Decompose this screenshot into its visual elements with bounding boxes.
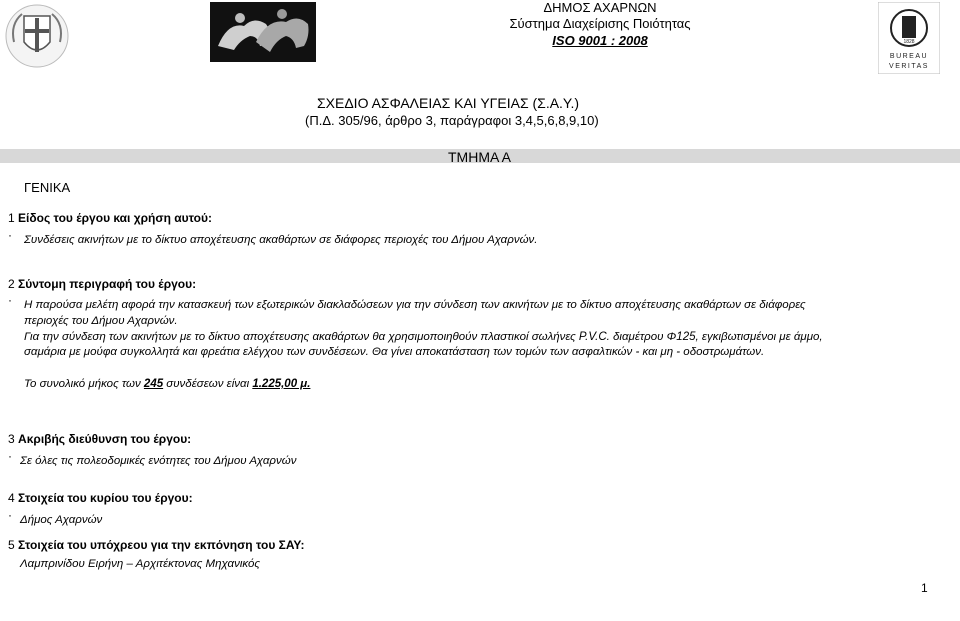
item-2-total <box>24 378 310 390</box>
item-2-line-3: Για την σύνδεση των ακινήτων με το δίκτυο αποχέτευσης ακαθάρτων θα χρησιμοποιηθούν πλαστικοί σωλήνες P.V.C. διαμέτρου Φ125, εγκιβωτισμένοι με άμμο, <box>24 331 823 343</box>
item-4-bullet: · <box>8 508 12 522</box>
total-count: 245 <box>143 378 164 390</box>
header-system: Σύστημα Διαχείρισης Ποιότητας <box>509 16 691 31</box>
item-4-number: 4 <box>8 491 15 505</box>
item-1-bullet: · <box>8 228 12 242</box>
item-1-text: Συνδέσεις ακινήτων με το δίκτυο αποχέτευσης ακαθάρτων σε διάφορες περιοχές του Δήμου Αχαρνών. <box>24 234 538 246</box>
bv-word-1: BUREAU <box>889 53 929 60</box>
item-5-text: Λαμπρινίδου Ειρήνη – Αρχιτέκτονας Μηχανικός <box>20 558 261 570</box>
item-2-bullet: · <box>8 293 12 307</box>
total-length: 1.225,00 μ. <box>252 378 311 390</box>
bv-word-2: VERITAS <box>889 63 929 70</box>
item-5-heading <box>8 538 305 552</box>
item-2-line-1: Η παρούσα μελέτη αφορά την κατασκευή των εξωτερικών διακλαδώσεων για την σύνδεση των ακινήτων με το δίκτυο αποχέτευσης ακαθάρτων σε διάφορες <box>24 299 806 311</box>
total-mid: συνδέσεων είναι <box>163 378 253 390</box>
plan-title: ΣΧΕΔΙΟ ΑΣΦΑΛΕΙΑΣ ΚΑΙ ΥΓΕΙΑΣ (Σ.Α.Υ.) <box>317 95 580 111</box>
item-3-heading <box>8 432 191 446</box>
page-number: 1 <box>921 581 928 595</box>
item-2-heading <box>8 277 196 291</box>
item-2-line-2: περιοχές του Δήμου Αχαρνών. <box>24 315 178 327</box>
bv-year: 1828 <box>903 39 915 45</box>
item-5-number: 5 <box>8 538 15 552</box>
total-prefix: Το συνολικό μήκος των <box>24 378 144 390</box>
general-heading: ΓΕΝΙΚΑ <box>24 180 71 195</box>
item-1-heading <box>8 211 212 225</box>
section-label: ΤΜΗΜΑ Α <box>448 149 512 165</box>
greek-emblem-logo <box>2 2 72 70</box>
item-4-heading <box>8 491 193 505</box>
item-1-label: Είδος του έργου και χρήση αυτού: <box>18 211 212 225</box>
header-iso: ISO 9001 : 2008 <box>552 33 648 48</box>
item-3-bullet: · <box>8 449 12 463</box>
item-2-label: Σύντομη περιγραφή του έργου: <box>18 277 197 291</box>
item-1-number: 1 <box>8 211 15 225</box>
item-4-text: Δήμος Αχαρνών <box>20 514 103 526</box>
bureau-veritas-logo <box>878 2 940 74</box>
plan-reference: (Π.Δ. 305/96, άρθρο 3, παράγραφοι 3,4,5,6,8,9,10) <box>305 113 599 128</box>
ancient-relief-horses-logo <box>210 2 316 62</box>
item-3-text: Σε όλες τις πολεοδομικές ενότητες του Δήμου Αχαρνών <box>20 455 297 467</box>
item-2-line-4: σαμάρια με μούφα συγκολλητά και φρεάτια ελέγχου των συνδέσεων. Θα γίνει αποκατάσταση των τομών των ασφαλτικών - και μη - οδοστρωμάτων. <box>24 346 765 358</box>
item-2-number: 2 <box>8 277 15 291</box>
item-4-label: Στοιχεία του κυρίου του έργου: <box>18 491 193 505</box>
item-5-label: Στοιχεία του υπόχρεου για την εκπόνηση του ΣΑΥ: <box>18 538 305 552</box>
item-3-number: 3 <box>8 432 15 446</box>
item-3-label: Ακριβής διεύθυνση του έργου: <box>18 432 192 446</box>
header-org: ΔΗΜΟΣ ΑΧΑΡΝΩΝ <box>543 0 657 15</box>
